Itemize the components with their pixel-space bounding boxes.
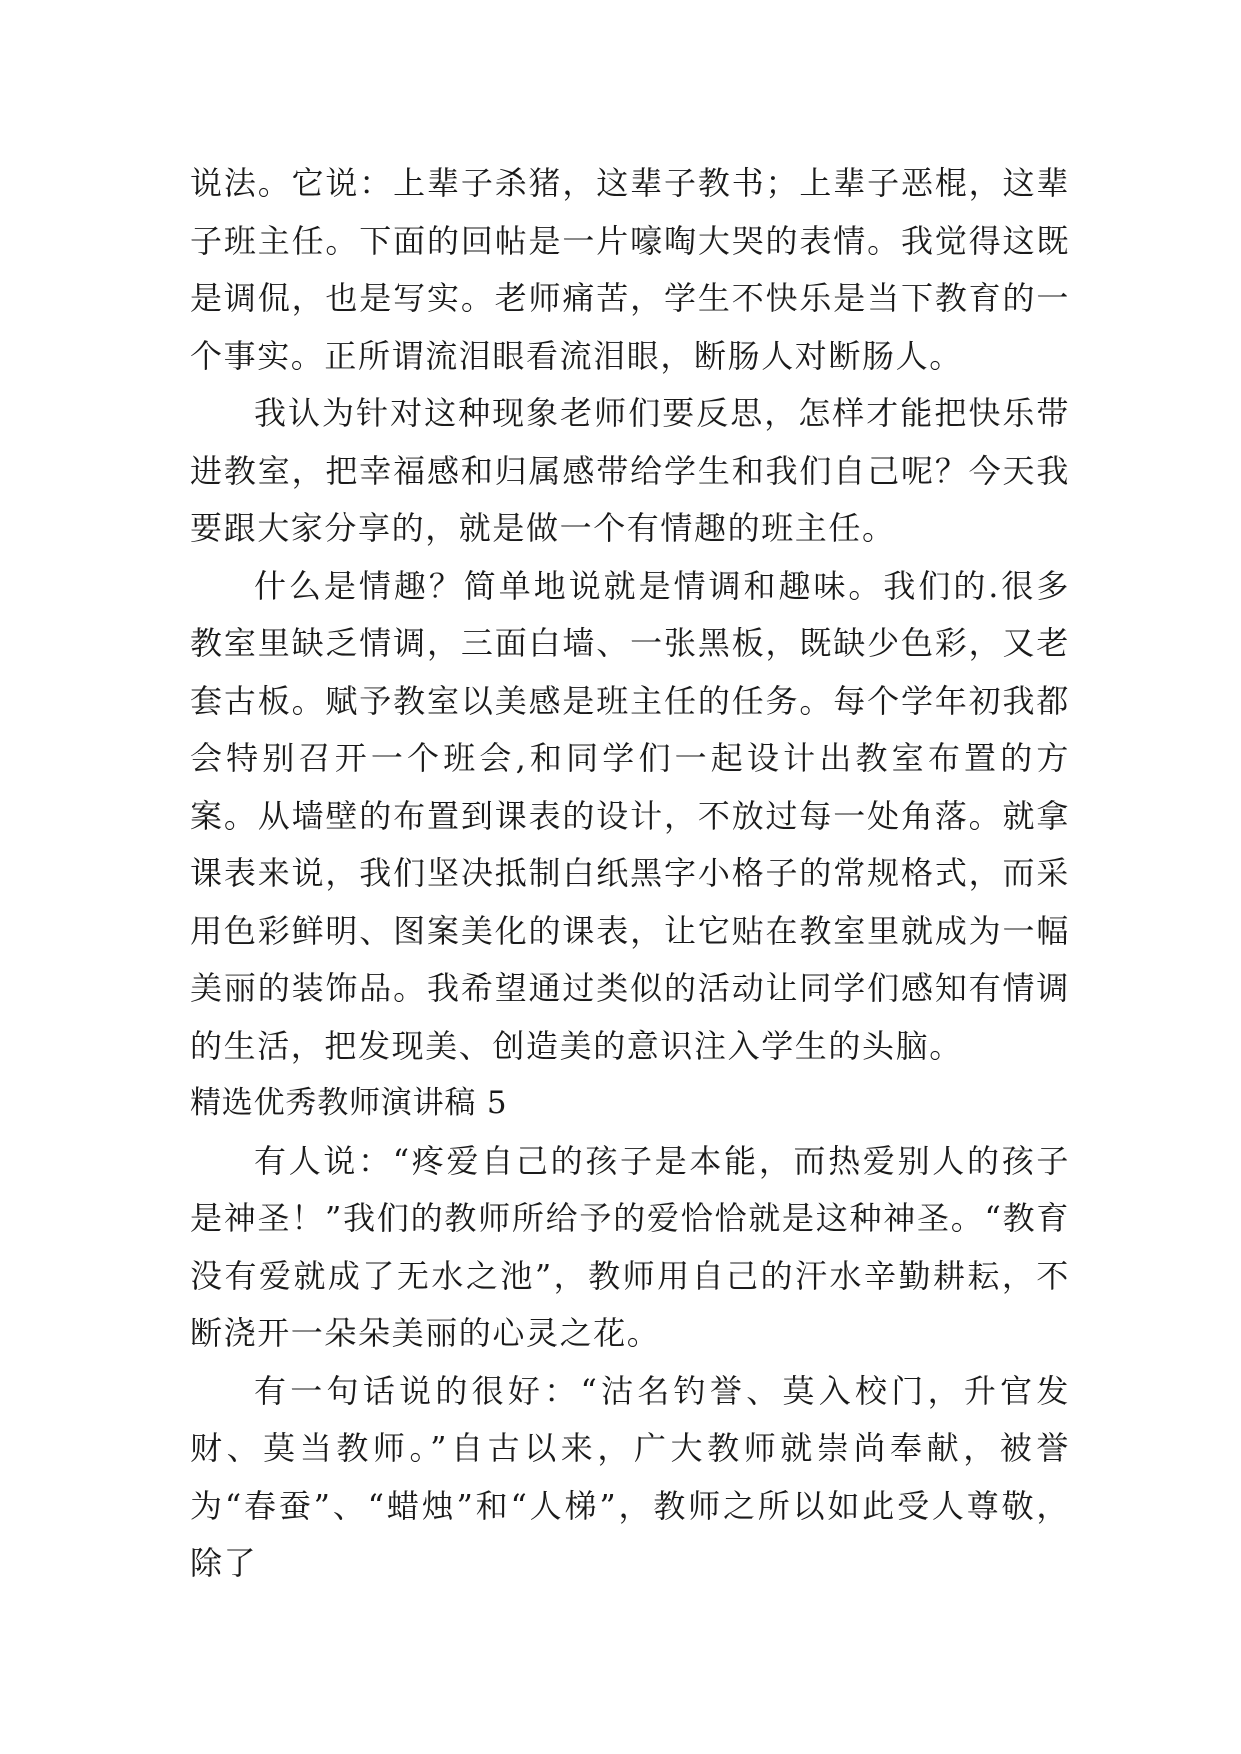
- paragraph: 什么是情趣？简单地说就是情调和趣味。我们的.很多教室里缺乏情调，三面白墙、一张黑板，既缺少色彩，又老套古板。赋予教室以美感是班主任的任务。每个学年初我都会特别召开一个班会,和同学们一起设计出教室布置的方案。从墙壁的布置到课表的设计，不放过每一处角落。就拿课表来说，我们坚决抵制白纸黑字小格子的常规格式，而采用色彩鲜明、图案美化的课表，让它贴在教室里就成为一幅美丽的装饰品。我希望通过类似的活动让同学们感知有情调的生活，把发现美、创造美的意识注入学生的头脑。: [190, 566, 1070, 1065]
- paragraph: 有人说：“疼爱自己的孩子是本能，而热爱别人的孩子是神圣！”我们的教师所给予的爱恰恰就是这种神圣。“教育没有爱就成了无水之池”，教师用自己的汗水辛勤耕耘，不断浇开一朵朵美丽的心灵之花。: [190, 1141, 1070, 1352]
- section-heading: 精选优秀教师演讲稿 5: [190, 1085, 508, 1121]
- paragraph: 有一句话说的很好：“沽名钓誉、莫入校门，升官发财、莫当教师。”自古以来，广大教师就崇尚奉献，被誉为“春蚕”、“蜡烛”和“人梯”，教师之所以如此受人尊敬，除了: [190, 1371, 1070, 1582]
- paragraph: 说法。它说：上辈子杀猪，这辈子教书；上辈子恶棍，这辈子班主任。下面的回帖是一片嚎啕大哭的表情。我觉得这既是调侃，也是写实。老师痛苦，学生不快乐是当下教育的一个事实。正所谓流泪眼看流泪眼，断肠人对断肠人。: [190, 164, 1070, 375]
- paragraph: 我认为针对这种现象老师们要反思，怎样才能把快乐带进教室，把幸福感和归属感带给学生和我们自己呢？今天我要跟大家分享的，就是做一个有情趣的班主任。: [190, 394, 1070, 547]
- document-body: [190, 155, 1070, 1593]
